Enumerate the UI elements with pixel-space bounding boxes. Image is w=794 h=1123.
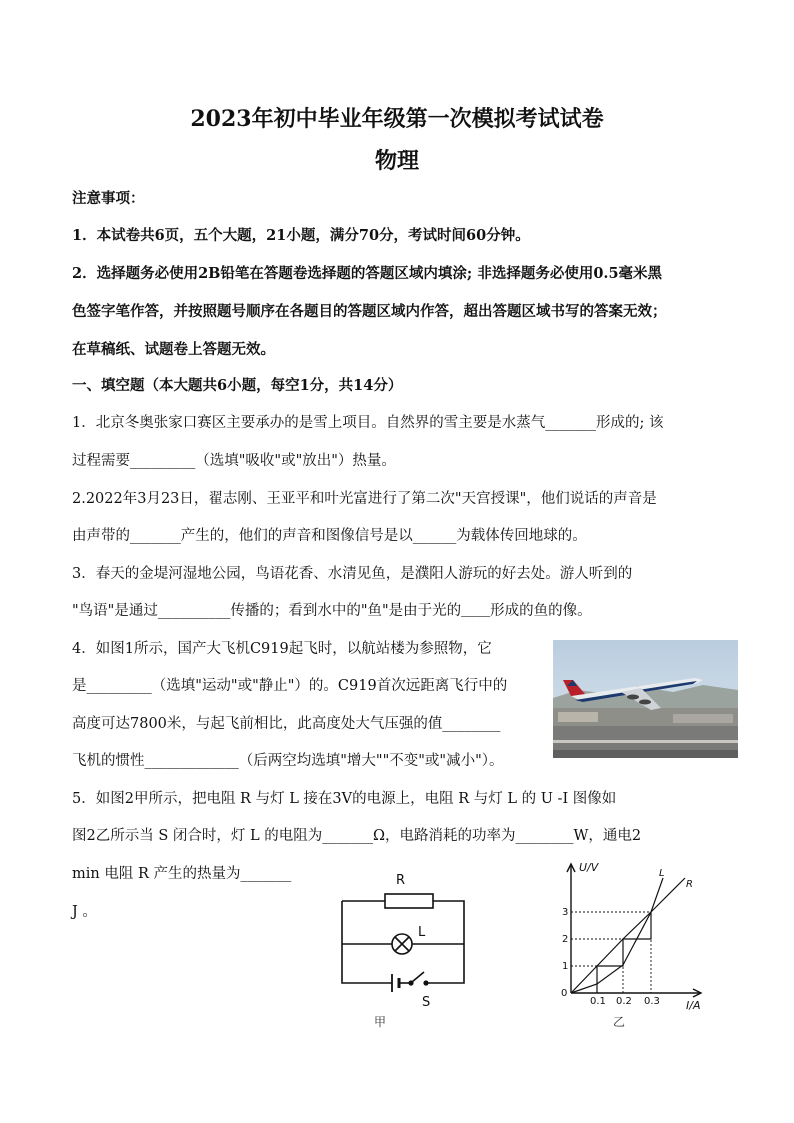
curve-R-label: R bbox=[686, 879, 693, 890]
caption-yi: 乙 bbox=[613, 1015, 626, 1029]
x-tick-2: 0.2 bbox=[616, 996, 632, 1007]
question-1-line-1: 1．北京冬奥张家口赛区主要承办的是雪上项目。自然界的雪主要是水蒸气_______形成的; 该 bbox=[72, 415, 664, 431]
question-1-line-2: 过程需要_________（选填"吸收"或"放出"）热量。 bbox=[72, 453, 396, 469]
caption-jia: 甲 bbox=[374, 1015, 387, 1029]
u-i-graph bbox=[555, 856, 715, 1034]
question-4-line-2: 是_________（选填"运动"或"静止"）的。C919首次远距离飞行中的 bbox=[72, 678, 508, 694]
curve-R bbox=[571, 878, 685, 993]
question-5-line-2: 图2乙所示当 S 闭合时，灯 L 的电阻为_______Ω，电路消耗的功率为________W，通电2 bbox=[72, 828, 642, 844]
question-5-line-3: min 电阻 R 产生的热量为_______ bbox=[72, 866, 292, 882]
notice-item-2-line-1: 2．选择题务必使用2B铅笔在答题卷选择题的答题区域内填涂; 非选择题务必使用0.5毫米黑 bbox=[72, 265, 663, 282]
curve-L bbox=[571, 878, 663, 993]
notice-item-2-line-2: 色签字笔作答，并按照题号顺序在各题目的答题区域内作答，超出答题区域书写的答案无效； bbox=[72, 303, 667, 320]
circuit-left-wire bbox=[342, 901, 392, 983]
x-axis-label: I/A bbox=[686, 999, 701, 1012]
question-2-line-2: 由声带的_______产生的，他们的声音和图像信号是以______为载体传回地球的。 bbox=[72, 528, 587, 544]
section-heading: 一、填空题（本大题共6小题，每空1分，共14分） bbox=[72, 377, 403, 394]
x-tick-3: 0.3 bbox=[644, 996, 660, 1007]
circuit-diagram bbox=[330, 866, 480, 1031]
question-5-line-1: 5．如图2甲所示，把电阻 R 与灯 L 接在3V的电源上，电阻 R 与灯 L 的 U -I 图像如 bbox=[72, 791, 617, 807]
notice-item-1: 1．本试卷共6页，五个大题，21小题，满分70分，考试时间60分钟。 bbox=[72, 227, 530, 244]
y-tick-3: 3 bbox=[562, 907, 569, 918]
label-R: R bbox=[396, 873, 406, 888]
origin-label: 0 bbox=[561, 988, 568, 999]
question-5-line-4: J 。 bbox=[72, 904, 97, 920]
question-3-line-2: "鸟语"是通过__________传播的；看到水中的"鱼"是由于光的＿＿形成的鱼的像。 bbox=[72, 603, 592, 619]
label-S: S bbox=[422, 995, 431, 1010]
y-tick-2: 2 bbox=[562, 934, 569, 945]
notice-heading: 注意事项： bbox=[72, 190, 145, 207]
notice-item-2-line-3: 在草稿纸、试题卷上答题无效。 bbox=[72, 341, 275, 358]
curve-L-label: L bbox=[659, 868, 665, 879]
exam-title: 2023年初中毕业年级第一次模拟考试试卷 bbox=[190, 106, 604, 132]
label-L: L bbox=[418, 925, 426, 940]
airplane-photo bbox=[553, 640, 738, 758]
question-4-line-3: 高度可达7800米，与起飞前相比，此高度处大气压强的值________ bbox=[72, 716, 501, 732]
x-tick-1: 0.1 bbox=[590, 996, 606, 1007]
question-3-line-1: 3．春天的金堤河湿地公园，鸟语花香、水清见鱼，是濮阳人游玩的好去处。游人听到的 bbox=[72, 566, 633, 582]
question-4-line-1: 4．如图1所示，国产大飞机C919起飞时，以航站楼为参照物，它 bbox=[72, 641, 492, 657]
exam-subject: 物理 bbox=[374, 148, 419, 174]
question-2-line-1: 2.2022年3月23日，翟志刚、王亚平和叶光富进行了第二次"天宫授课"，他们说话的声音是 bbox=[72, 491, 657, 507]
y-axis-label: U/V bbox=[579, 861, 599, 874]
resistor-symbol bbox=[385, 894, 433, 908]
question-4-line-4: 飞机的惯性_____________（后两空均选填"增大""不变"或"减小"）。 bbox=[72, 753, 504, 769]
y-tick-1: 1 bbox=[562, 961, 569, 972]
